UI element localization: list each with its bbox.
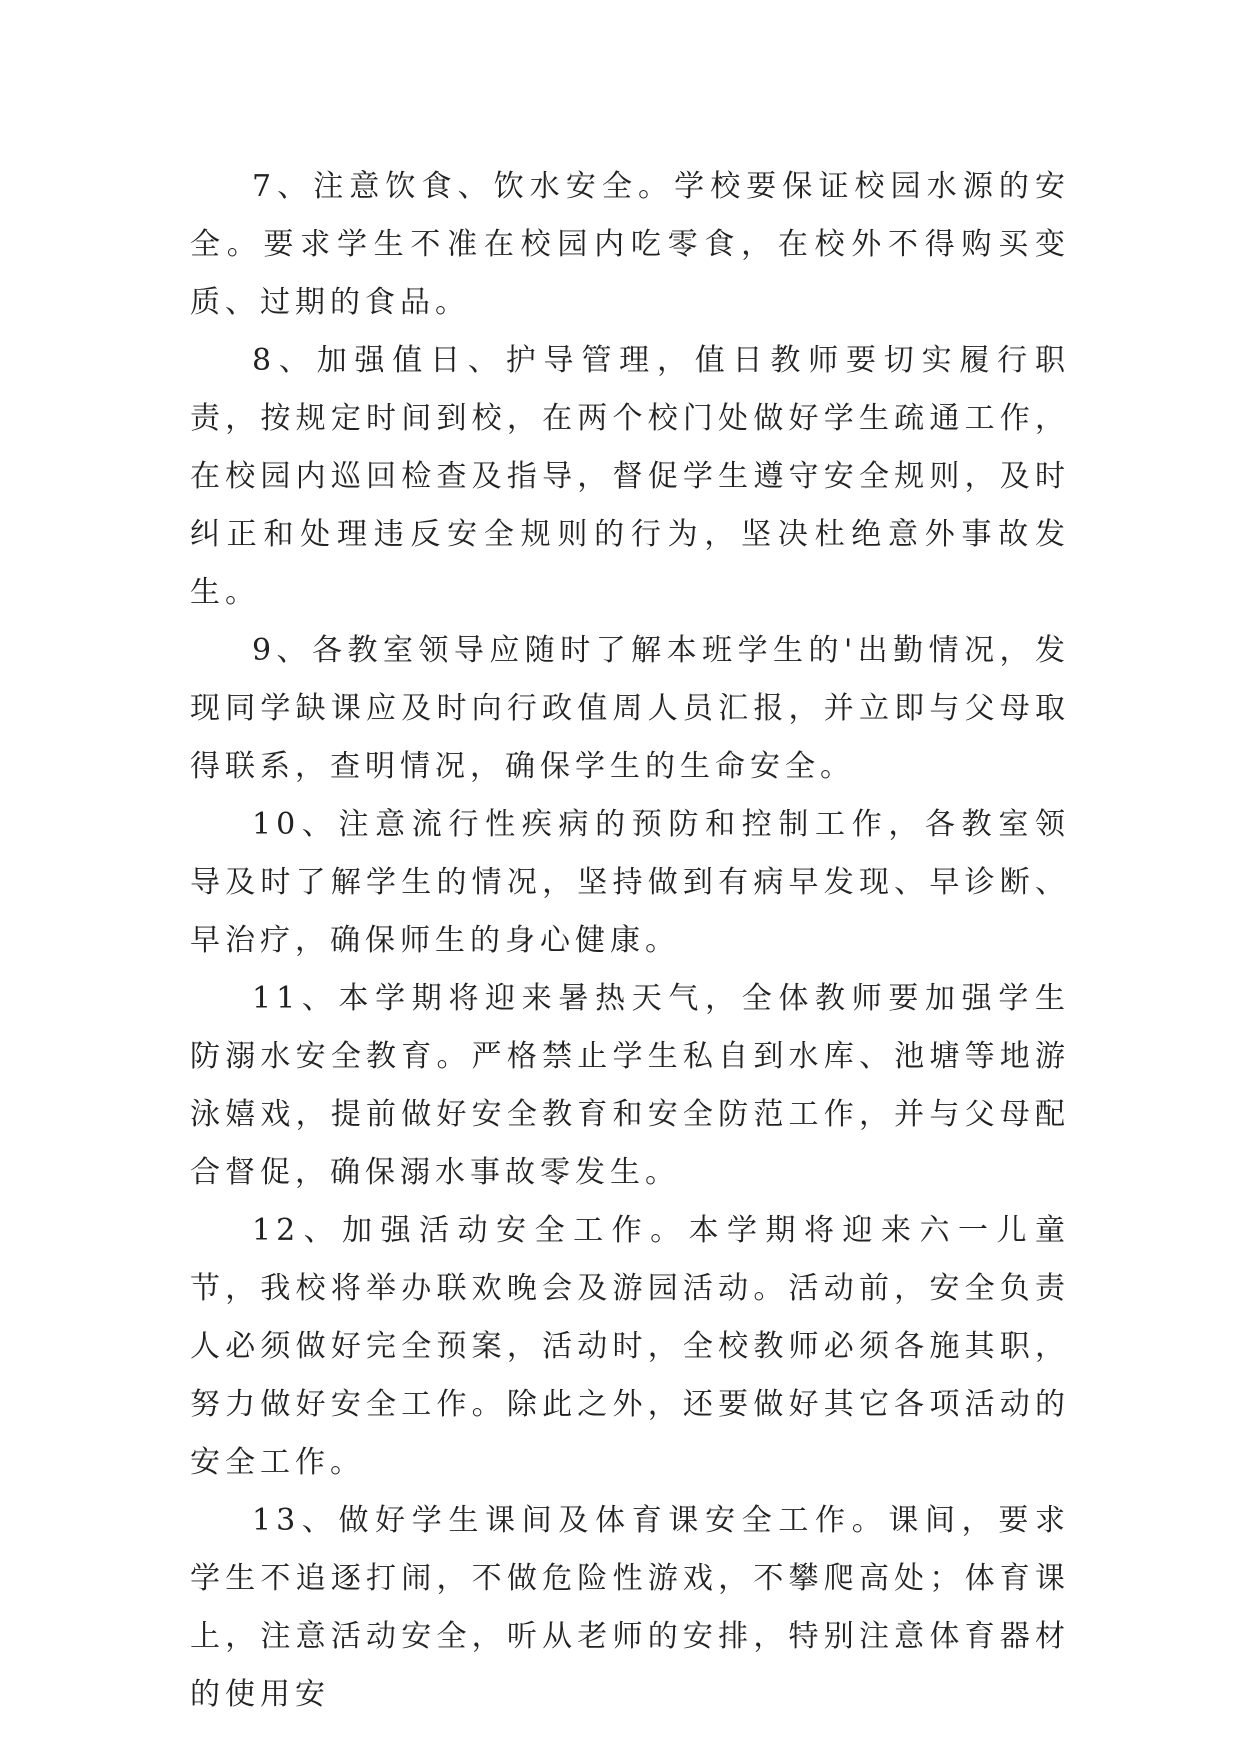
paragraph-item-13: 13、做好学生课间及体育课安全工作。课间，要求学生不追逐打闹，不做危险性游戏，不攀爬高处；体育课上，注意活动安全，听从老师的安排，特别注意体育器材的使用安: [190, 1503, 1070, 1712]
paragraph-item-9: 9、各教室领导应随时了解本班学生的'出勤情况，发现同学缺课应及时向行政值周人员汇报，并立即与父母取得联系，查明情况，确保学生的生命安全。: [190, 633, 1070, 784]
paragraph-item-10: 10、注意流行性疾病的预防和控制工作，各教室领导及时了解学生的情况，坚持做到有病早发现、早诊断、早治疗，确保师生的身心健康。: [190, 807, 1070, 958]
paragraph-item-8: 8、加强值日、护导管理，值日教师要切实履行职责，按规定时间到校，在两个校门处做好学生疏通工作，在校园内巡回检查及指导，督促学生遵守安全规则，及时纠正和处理违反安全规则的行为，坚决杜绝意外事故发生。: [190, 343, 1070, 610]
paragraph-item-7: 7、注意饮食、饮水安全。学校要保证校园水源的安全。要求学生不准在校园内吃零食，在校外不得购买变质、过期的食品。: [190, 169, 1070, 320]
paragraph-item-11: 11、本学期将迎来暑热天气，全体教师要加强学生防溺水安全教育。严格禁止学生私自到水库、池塘等地游泳嬉戏，提前做好安全教育和安全防范工作，并与父母配合督促，确保溺水事故零发生。: [190, 981, 1070, 1190]
document-body: [190, 158, 1070, 1724]
paragraph-item-12: 12、加强活动安全工作。本学期将迎来六一儿童节，我校将举办联欢晚会及游园活动。活动前，安全负责人必须做好完全预案，活动时，全校教师必须各施其职，努力做好安全工作。除此之外，还要做好其它各项活动的安全工作。: [190, 1213, 1070, 1480]
